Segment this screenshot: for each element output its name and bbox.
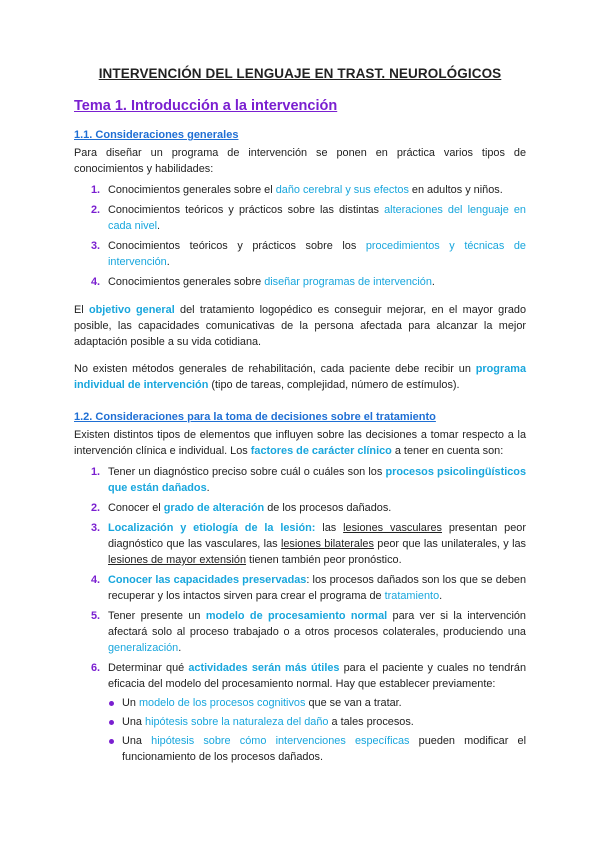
highlight-term: grado de alteración (163, 502, 265, 514)
knowledge-list (74, 182, 526, 290)
list-number: 3. (91, 522, 101, 534)
highlight-term: diseñar programas de intervención (264, 276, 432, 288)
underlined-term: lesiones de mayor extensión (108, 554, 247, 566)
list-item: 4. Conocimientos generales sobre diseñar programas de intervención. (91, 276, 435, 288)
tema-heading: Tema 1. Introducción a la intervención (74, 98, 338, 114)
sub-list-item: Un modelo de los procesos cognitivos que se van a tratar. (108, 695, 526, 711)
highlight-term: Conocer las capacidades preservadas (108, 574, 307, 586)
document-title: INTERVENCIÓN DEL LENGUAJE EN TRAST. NEUROLÓGICOS (98, 66, 502, 81)
bullet-icon (109, 739, 114, 744)
list-item: 1. Tener un diagnóstico preciso sobre cuál o cuáles son los procesos psicolingüísticos que están dañados. (91, 466, 526, 494)
list-number: 2. (91, 502, 101, 514)
highlight-term: generalización (108, 642, 179, 654)
highlight-term: procesos psicolingüísticos que están dañados (108, 466, 526, 494)
bullet-icon (109, 720, 114, 725)
list-number: 2. (91, 204, 101, 216)
highlight-term: factores de carácter clínico (250, 445, 392, 457)
list-item: 1. Conocimientos generales sobre el daño cerebral y sus efectos en adultos y niños. (91, 184, 503, 196)
sub-list-item: Una hipótesis sobre cómo intervenciones específicas pueden modificar el funcionamiento de los procesos dañados. (108, 733, 526, 765)
section-1-1-intro: Para diseñar un programa de intervención se ponen en práctica varios tipos de conocimientos y habilidades: (74, 147, 526, 175)
section-1-2-heading: 1.2. Consideraciones para la toma de decisiones sobre el tratamiento (74, 411, 436, 423)
highlight-term: actividades serán más útiles (188, 662, 340, 674)
list-item: 3. Localización y etiología de la lesión: las lesiones vasculares presentan peor diagnóstico que las vasculares, las lesiones bilaterales peor que las unilaterales, y las lesiones de mayor extensión tienen también peor pronóstico. (91, 522, 526, 566)
highlight-term: daño cerebral y sus efectos (275, 184, 409, 196)
sub-list (108, 695, 526, 765)
highlight-term: objetivo general (88, 304, 175, 316)
highlight-term: procedimientos y técnicas de intervención (108, 240, 526, 268)
list-number: 6. (91, 662, 101, 674)
underlined-term: lesiones bilaterales (280, 538, 374, 550)
clinical-factors-list (74, 464, 526, 765)
list-item: 3. Conocimientos teóricos y prácticos sobre los procedimientos y técnicas de intervención. (91, 240, 526, 268)
sub-list-item: Una hipótesis sobre la naturaleza del daño a tales procesos. (108, 714, 526, 730)
highlight-term: modelo de los procesos cognitivos (138, 697, 306, 709)
section-1-2-intro: Existen distintos tipos de elementos que influyen sobre las decisiones a tomar respecto a la intervención clínica e individual. Los factores de carácter clínico a tener en cuenta son: (74, 429, 526, 457)
highlight-term: hipótesis sobre la naturaleza del daño (145, 716, 329, 728)
highlight-term: modelo de procesamiento normal (205, 610, 388, 622)
list-item: 5. Tener presente un modelo de procesamiento normal para ver si la intervención afectará solo al proceso trabajado o a otros procesos colaterales, produciendo una generalización. (91, 610, 526, 654)
list-item: 2. Conocimientos teóricos y prácticos sobre las distintas alteraciones del lenguaje en cada nivel. (91, 204, 526, 232)
list-item: 6. Determinar qué actividades serán más útiles para el paciente y cuales no tendrán eficacia del modelo del procesamiento normal. Hay que establecer previamente: Un modelo de los procesos cognitivos que se van a tratar. Una hipótesis sobre la naturaleza del daño a tales procesos. Una hipótesis sobre cómo intervenciones específicas pueden modificar el funcionamiento de los procesos dañados. (91, 662, 527, 763)
list-item: 2. Conocer el grado de alteración de los procesos dañados. (91, 502, 392, 514)
program-paragraph: No existen métodos generales de rehabilitación, cada paciente debe recibir un programa individual de intervención (tipo de tareas, complejidad, número de estímulos). (74, 363, 526, 391)
list-number: 1. (91, 466, 101, 478)
highlight-term: alteraciones del lenguaje en cada nivel (108, 204, 526, 232)
objective-paragraph: El objetivo general del tratamiento logopédico es conseguir mejorar, en el mayor grado posible, las capacidades comunicativas de la persona afectada para alcanzar la mejor adaptación posible a su vida cotidiana. (74, 304, 527, 348)
highlight-term: Localización y etiología de la lesión: (108, 522, 316, 534)
list-number: 3. (91, 240, 101, 252)
list-item: 4. Conocer las capacidades preservadas: los procesos dañados son los que se deben recuperar y los intactos sirven para crear el programa de tratamiento. (91, 574, 526, 602)
highlight-term: tratamiento (384, 590, 440, 602)
highlight-term: hipótesis sobre cómo intervenciones específicas (151, 735, 410, 747)
list-number: 1. (91, 184, 101, 196)
highlight-term: programa individual de intervención (74, 363, 526, 391)
list-number: 4. (91, 276, 101, 288)
section-1-1-heading: 1.1. Consideraciones generales (74, 129, 239, 141)
list-number: 4. (91, 574, 101, 586)
bullet-icon (109, 701, 114, 706)
list-number: 5. (91, 610, 101, 622)
underlined-term: lesiones vasculares (343, 522, 442, 534)
